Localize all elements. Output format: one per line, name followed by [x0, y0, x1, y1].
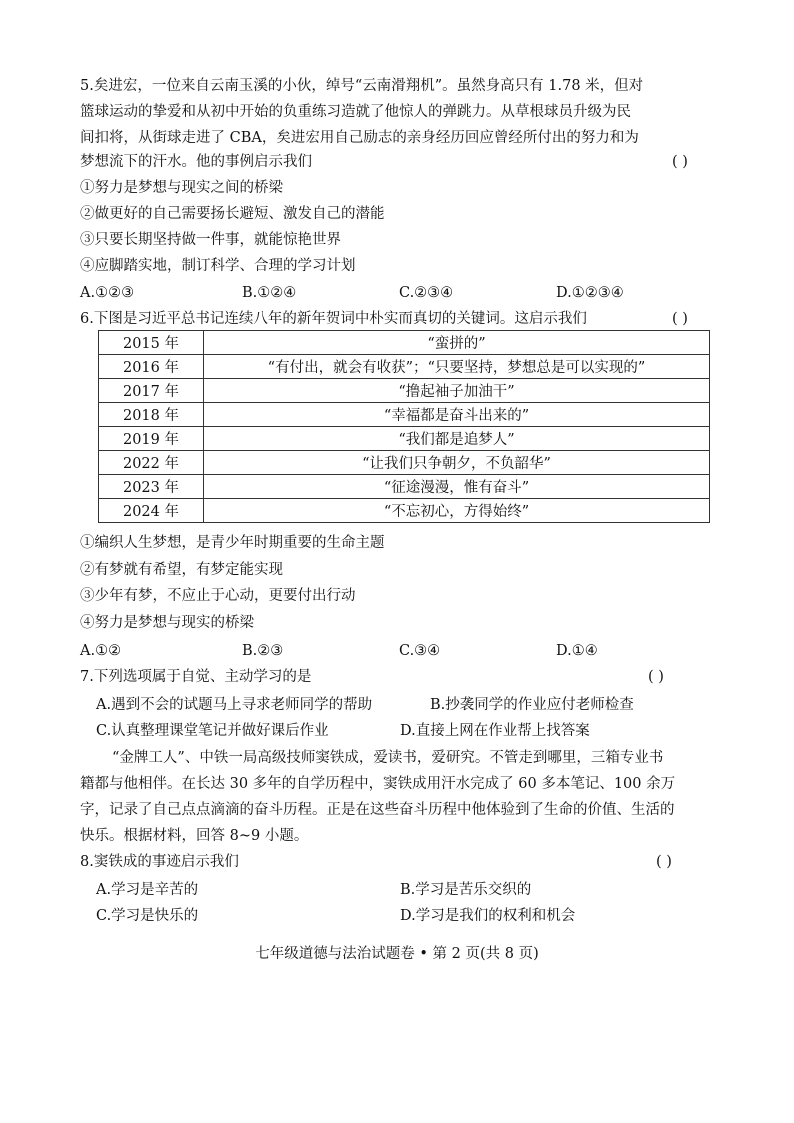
- year-cell: 2016 年: [99, 355, 204, 379]
- q5-option-b[interactable]: B.①②④: [242, 285, 297, 301]
- q6-stem: 6.下图是习近平总书记连续八年的新年贺词中朴实而真切的关键词。这启示我们: [80, 311, 587, 327]
- q8-option-d[interactable]: D.学习是我们的权利和机会: [400, 908, 576, 924]
- material-line-3: 字，记录了自己点点滴滴的奋斗历程。正是在这些奋斗历程中他体验到了生命的价值、生活的: [80, 802, 675, 818]
- q8-stem: 8.窦铁成的事迹启示我们: [80, 854, 239, 870]
- q7-option-b[interactable]: B.抄袭同学的作业应付老师检查: [430, 697, 634, 713]
- q6-statement-1: ①编织人生梦想，是青少年时期重要的生命主题: [80, 535, 385, 551]
- keyword-cell: “征途漫漫，惟有奋斗”: [204, 475, 710, 499]
- year-cell: 2017 年: [99, 379, 204, 403]
- q5-line-1: 5.矣进宏，一位来自云南玉溪的小伙，绰号“云南滑翔机”。虽然身高只有 1.78 米，但对: [80, 78, 644, 94]
- table-row: [99, 499, 710, 523]
- q5-statement-3: ③只要长期坚持做一件事，就能惊艳世界: [80, 232, 341, 248]
- q6-option-d[interactable]: D.①④: [556, 643, 598, 659]
- q5-line-2: 篮球运动的挚爱和从初中开始的负重练习造就了他惊人的弹跳力。从草根球员升级为民: [80, 104, 631, 120]
- table-row: [99, 331, 710, 355]
- q7-option-d[interactable]: D.直接上网在作业帮上找答案: [400, 723, 590, 739]
- q5-statement-1: ①努力是梦想与现实之间的桥梁: [80, 180, 283, 196]
- q5-answer-bracket[interactable]: ( ): [672, 154, 688, 170]
- q5-option-d[interactable]: D.①②③④: [556, 285, 624, 301]
- year-cell: 2018 年: [99, 403, 204, 427]
- q5-statement-4: ④应脚踏实地，制订科学、合理的学习计划: [80, 258, 356, 274]
- table-row: [99, 451, 710, 475]
- q6-statement-3: ③少年有梦，不应止于心动，更要付出行动: [80, 588, 356, 604]
- year-cell: 2022 年: [99, 451, 204, 475]
- q7-answer-bracket[interactable]: ( ): [648, 669, 664, 685]
- q8-option-c[interactable]: C.学习是快乐的: [96, 908, 199, 924]
- keyword-cell: “不忘初心，方得始终”: [204, 499, 710, 523]
- q7-stem: 7.下列选项属于自觉、主动学习的是: [80, 669, 312, 685]
- keyword-cell: “蛮拼的”: [204, 331, 710, 355]
- keyword-cell: “有付出，就会有收获”；“只要坚持，梦想总是可以实现的”: [204, 355, 710, 379]
- table-row: [99, 379, 710, 403]
- material-line-4: 快乐。根据材料，回答 8~9 小题。: [80, 828, 309, 844]
- table-row: [99, 475, 710, 499]
- page-footer: 七年级道德与法治试题卷 • 第 2 页(共 8 页): [255, 946, 539, 962]
- q5-option-a[interactable]: A.①②③: [80, 285, 135, 301]
- q8-option-b[interactable]: B.学习是苦乐交织的: [400, 882, 532, 898]
- q5-statement-2: ②做更好的自己需要扬长避短、激发自己的潜能: [80, 206, 385, 222]
- q6-option-a[interactable]: A.①②: [80, 643, 122, 659]
- material-line-1: “金牌工人”、中铁一局高级技师窦铁成，爱读书，爱研究。不管走到哪里，三箱专业书: [112, 750, 664, 766]
- q8-option-a[interactable]: A.学习是辛苦的: [96, 882, 199, 898]
- q6-option-b[interactable]: B.②③: [242, 643, 284, 659]
- year-cell: 2019 年: [99, 427, 204, 451]
- year-cell: 2024 年: [99, 499, 204, 523]
- q8-answer-bracket[interactable]: ( ): [656, 854, 672, 870]
- year-cell: 2015 年: [99, 331, 204, 355]
- keyword-cell: “撸起袖子加油干”: [204, 379, 710, 403]
- q5-line-4: 梦想流下的汗水。他的事例启示我们: [80, 154, 312, 170]
- q7-option-a[interactable]: A.遇到不会的试题马上寻求老师同学的帮助: [96, 697, 373, 713]
- q6-statement-2: ②有梦就有希望，有梦定能实现: [80, 562, 283, 578]
- keyword-cell: “我们都是追梦人”: [204, 427, 710, 451]
- keyword-cell: “幸福都是奋斗出来的”: [204, 403, 710, 427]
- q6-answer-bracket[interactable]: ( ): [672, 311, 688, 327]
- table-row: [99, 403, 710, 427]
- keyword-cell: “让我们只争朝夕，不负韶华”: [204, 451, 710, 475]
- q7-option-c[interactable]: C.认真整理课堂笔记并做好课后作业: [96, 723, 329, 739]
- q6-statement-4: ④努力是梦想与现实的桥梁: [80, 615, 254, 631]
- q6-option-c[interactable]: C.③④: [399, 643, 441, 659]
- keyword-table: [98, 330, 710, 523]
- material-line-2: 籍都与他相伴。在长达 30 多年的自学历程中，窦铁成用汗水完成了 60 多本笔记、100 余万: [80, 776, 676, 792]
- year-cell: 2023 年: [99, 475, 204, 499]
- q5-line-3: 间扣将，从街球走进了 CBA，矣进宏用自己励志的亲身经历回应曾经所付出的努力和为: [80, 130, 639, 146]
- q5-option-c[interactable]: C.②③④: [399, 285, 454, 301]
- table-row: [99, 355, 710, 379]
- table-row: [99, 427, 710, 451]
